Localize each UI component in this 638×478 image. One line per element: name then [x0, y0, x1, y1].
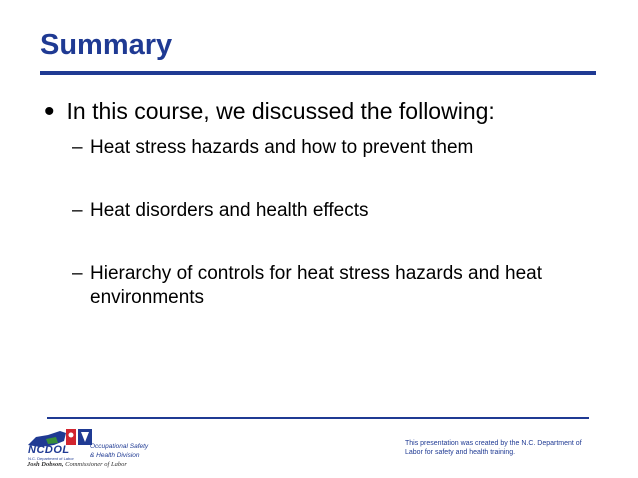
bullet-dot-icon: •: [44, 95, 55, 128]
commissioner-credit: [27, 461, 127, 468]
sub-bullet-text: Heat stress hazards and how to prevent them: [90, 137, 474, 158]
sub-bullet-text: Hierarchy of controls for heat stress hazards and heat environments: [90, 263, 543, 308]
dash-icon: –: [72, 137, 83, 158]
presentation-credit: [405, 439, 582, 458]
slide-title: Summary: [40, 29, 173, 61]
division-name: [90, 443, 148, 461]
sub-bullet: [72, 199, 572, 223]
credit-line-1: This presentation was created by the N.C. Department of: [405, 440, 582, 447]
bullet-intro-text: In this course, we discussed the following:: [66, 98, 495, 124]
sub-bullet-text: Heat disorders and health effects: [90, 200, 369, 221]
bullet-intro: [44, 95, 495, 126]
title-divider: [40, 71, 596, 75]
dash-icon: –: [72, 263, 83, 284]
division-line-1: Occupational Safety: [90, 443, 149, 450]
dash-icon: –: [72, 200, 83, 221]
sub-bullet: [72, 262, 572, 310]
commissioner-title: Commissioner of Labor: [65, 461, 127, 468]
footer-divider: [47, 417, 589, 419]
logo-subtext: N.C. Department of Labor: [28, 456, 74, 461]
sub-bullet: [72, 136, 572, 160]
credit-line-2: Labor for safety and health training.: [405, 449, 516, 457]
logo-text: NCDOL: [28, 444, 70, 456]
commissioner-name: Josh Dobson,: [27, 461, 64, 468]
division-line-2: & Health Division: [90, 451, 140, 459]
